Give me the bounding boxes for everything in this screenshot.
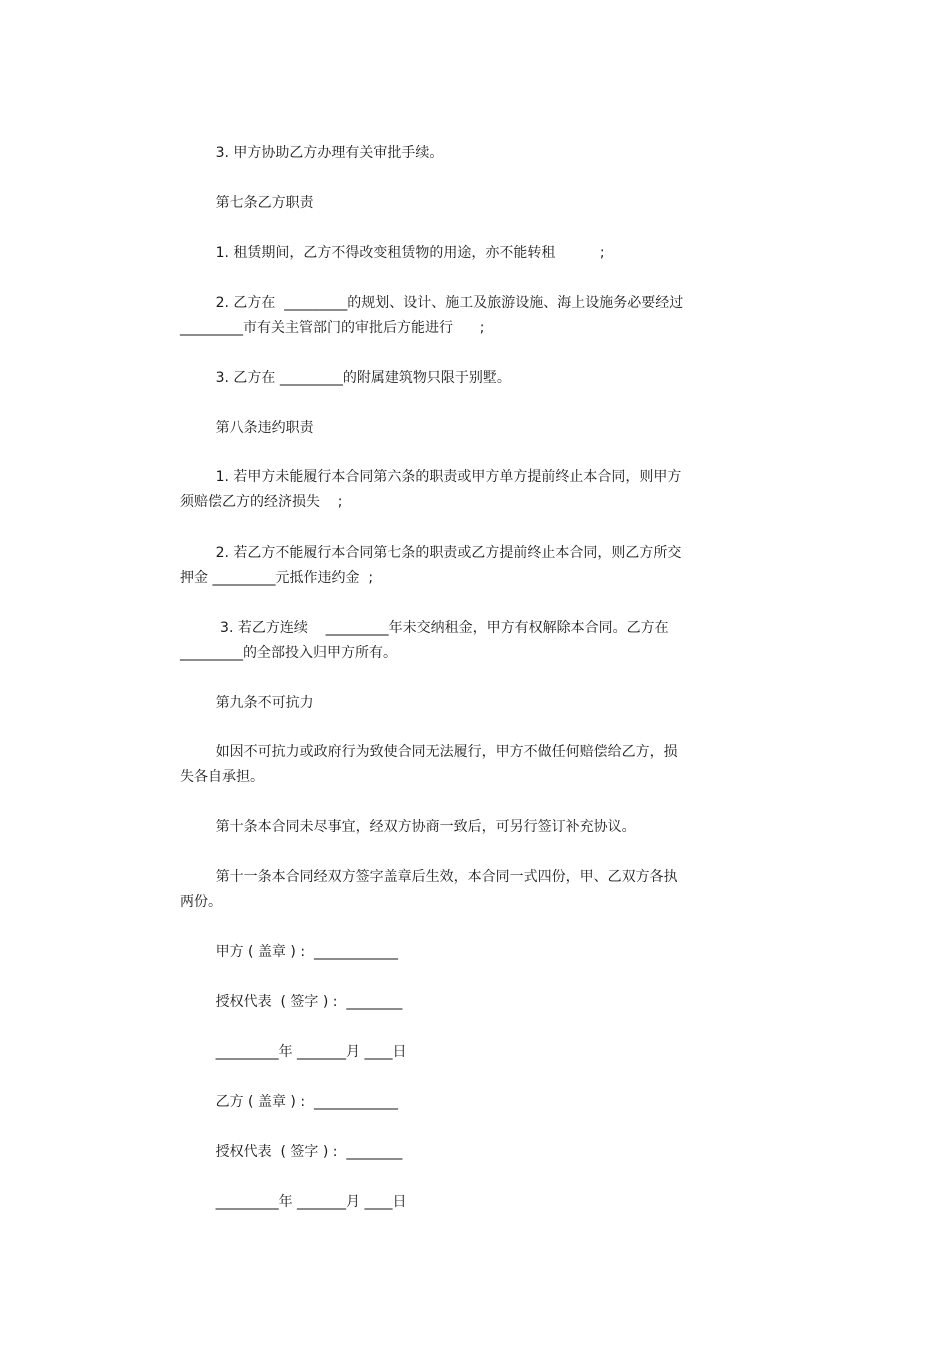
doc-line: 如因不可抗力或政府行为致使合同无法履行，甲方不做任何赔偿给乙方，损 (180, 744, 678, 760)
doc-line: 须赔偿乙方的经济损失 ; (180, 494, 343, 510)
doc-line: _________市有关主管部门的审批后方能进行 ; (180, 320, 485, 336)
doc-line: _________年 _______月 ____日 (180, 1044, 407, 1060)
doc-line: 第十条本合同未尽事宜，经双方协商一致后，可另行签订补充协议。 (180, 819, 636, 835)
doc-line: 乙方 ( 盖章 ) : ____________ (180, 1094, 398, 1110)
doc-line: 2. 乙方在 _________的规划、设计、施工及旅游设施、海上设施务必要经过 (180, 295, 684, 311)
doc-line: 1. 租赁期间，乙方不得改变租赁物的用途，亦不能转租 ; (180, 245, 605, 261)
doc-line: 第七条乙方职责 (180, 195, 314, 211)
doc-line: 2. 若乙方不能履行本合同第七条的职责或乙方提前终止本合同，则乙方所交 (180, 545, 682, 561)
doc-line: 3. 乙方在 _________的附属建筑物只限于别墅。 (180, 370, 511, 386)
doc-line: 授权代表 ( 签字 ) : ________ (180, 994, 403, 1010)
doc-line: 押金 _________元抵作违约金 ; (180, 570, 374, 586)
doc-line: _________年 _______月 ____日 (180, 1194, 407, 1210)
doc-line: 第十一条本合同经双方签字盖章后生效，本合同一式四份，甲、乙双方各执 (180, 869, 678, 885)
doc-line: 第八条违约职责 (180, 420, 314, 436)
doc-line: 3. 甲方协助乙方办理有关审批手续。 (180, 145, 444, 161)
doc-line: 1. 若甲方未能履行本合同第六条的职责或甲方单方提前终止本合同，则甲方 (180, 469, 682, 485)
doc-line: 3. 若乙方连续 _________年未交纳租金，甲方有权解除本合同。乙方在 (180, 620, 669, 636)
doc-line: 授权代表 ( 签字 ) : ________ (180, 1144, 403, 1160)
doc-line: _________的全部投入归甲方所有。 (180, 645, 397, 661)
doc-line: 第九条不可抗力 (180, 695, 314, 711)
doc-line: 两份。 (180, 894, 222, 910)
doc-line: 甲方 ( 盖章 ) : ____________ (180, 944, 398, 960)
doc-line: 失各自承担。 (180, 769, 264, 785)
